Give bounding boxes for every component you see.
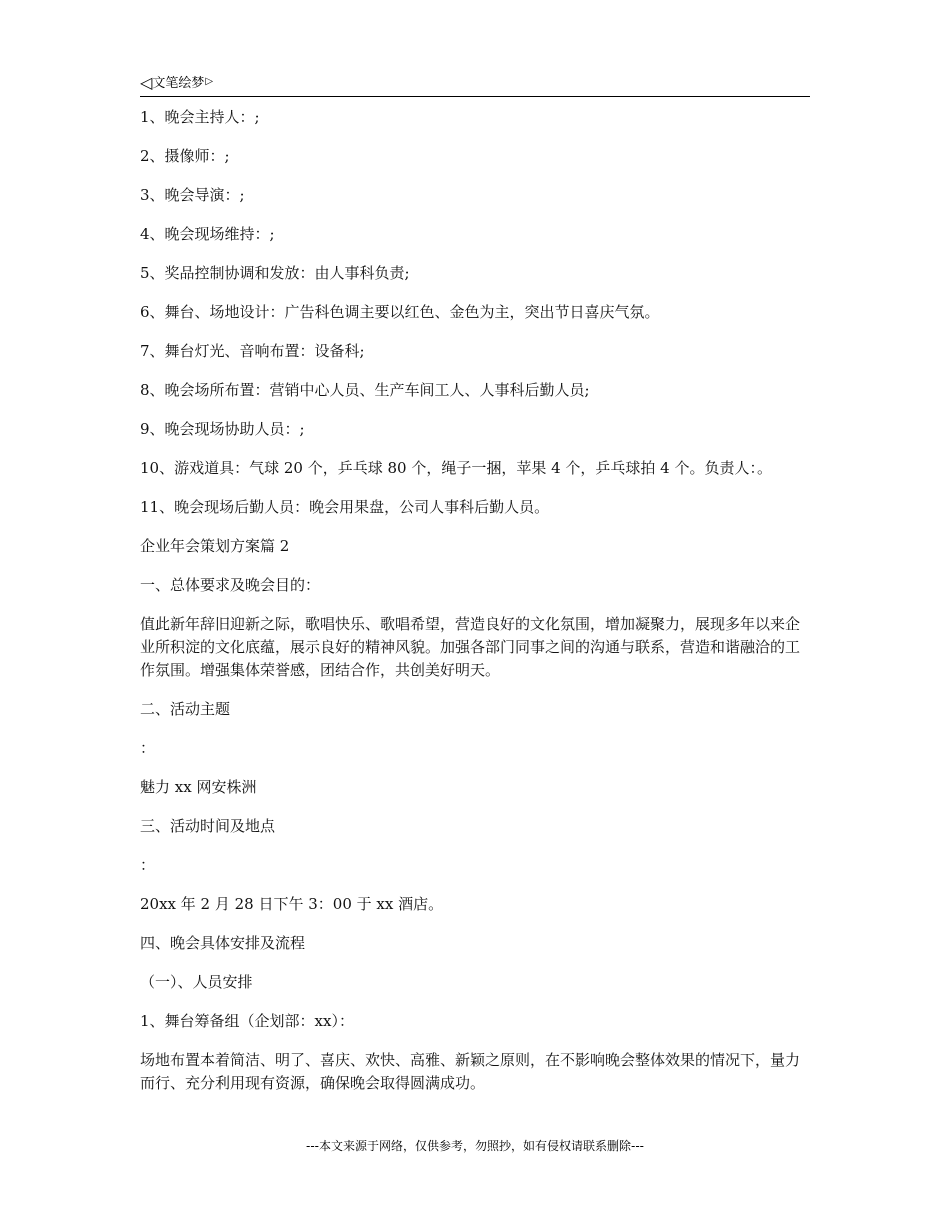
document-body: [140, 106, 810, 1111]
section-heading: 四、晚会具体安排及流程: [140, 934, 306, 952]
page-footer-disclaimer: ---本文来源于网络，仅供参考，勿照抄，如有侵权请联系删除---: [306, 1139, 644, 1153]
paragraph: 11、晚会现场后勤人员：晚会用果盘，公司人事科后勤人员。: [140, 498, 550, 516]
paragraph: 3、晚会导演：;: [140, 186, 245, 204]
paragraph: 8、晚会场所布置：营销中心人员、生产车间工人、人事科后勤人员;: [140, 381, 590, 399]
paragraph: ：: [140, 856, 156, 874]
paragraph: 10、游戏道具：气球 20 个，乒乓球 80 个，绳子一捆，苹果 4 个，乒乓球拍 4 个。负责人：。: [140, 459, 772, 477]
section-heading: 三、活动时间及地点: [140, 817, 276, 835]
section-heading: 一、总体要求及晚会目的：: [140, 576, 321, 594]
paragraph: 值此新年辞旧迎新之际，歌唱快乐、歌唱希望，营造良好的文化氛围，增加凝聚力，展现多年以来企业所积淀的文化底蕴，展示良好的精神风貌。加强各部门同事之间的沟通与联系，营造和谐融洽的工作氛围。增强集体荣誉感，团结合作，共创美好明天。: [140, 615, 801, 679]
right-triangle-icon: ▷: [205, 76, 214, 87]
paragraph: 2、摄像师：;: [140, 147, 230, 165]
section-title: 企业年会策划方案篇 2: [140, 537, 290, 555]
paragraph: 魅力 xx 网安株洲: [140, 778, 257, 796]
subsection-heading: （一）、人员安排: [140, 973, 253, 991]
paragraph: 7、舞台灯光、音响布置：设备科;: [140, 342, 365, 360]
page-header: [140, 72, 810, 97]
paragraph: 5、奖品控制协调和发放：由人事科负责;: [140, 264, 410, 282]
paragraph: 1、舞台筹备组（企划部：xx）：: [140, 1012, 354, 1030]
paragraph: 1、晚会主持人：;: [140, 108, 260, 126]
left-triangle-icon: ◁: [140, 73, 153, 92]
paragraph: 20xx 年 2 月 28 日下午 3：00 于 xx 酒店。: [140, 895, 444, 913]
paragraph: 场地布置本着简洁、明了、喜庆、欢快、高雅、新颖之原则，在不影响晚会整体效果的情况下，量力而行、充分利用现有资源，确保晚会取得圆满成功。: [140, 1051, 801, 1092]
paragraph: 4、晚会现场维持：;: [140, 225, 275, 243]
section-heading: 二、活动主题: [140, 700, 231, 718]
paragraph: 9、晚会现场协助人员：;: [140, 420, 305, 438]
brand-name: 文笔绘梦: [152, 76, 205, 91]
header-brand: [140, 74, 213, 92]
paragraph: ：: [140, 739, 156, 757]
paragraph: 6、舞台、场地设计：广告科色调主要以红色、金色为主，突出节日喜庆气氛。: [140, 303, 660, 321]
